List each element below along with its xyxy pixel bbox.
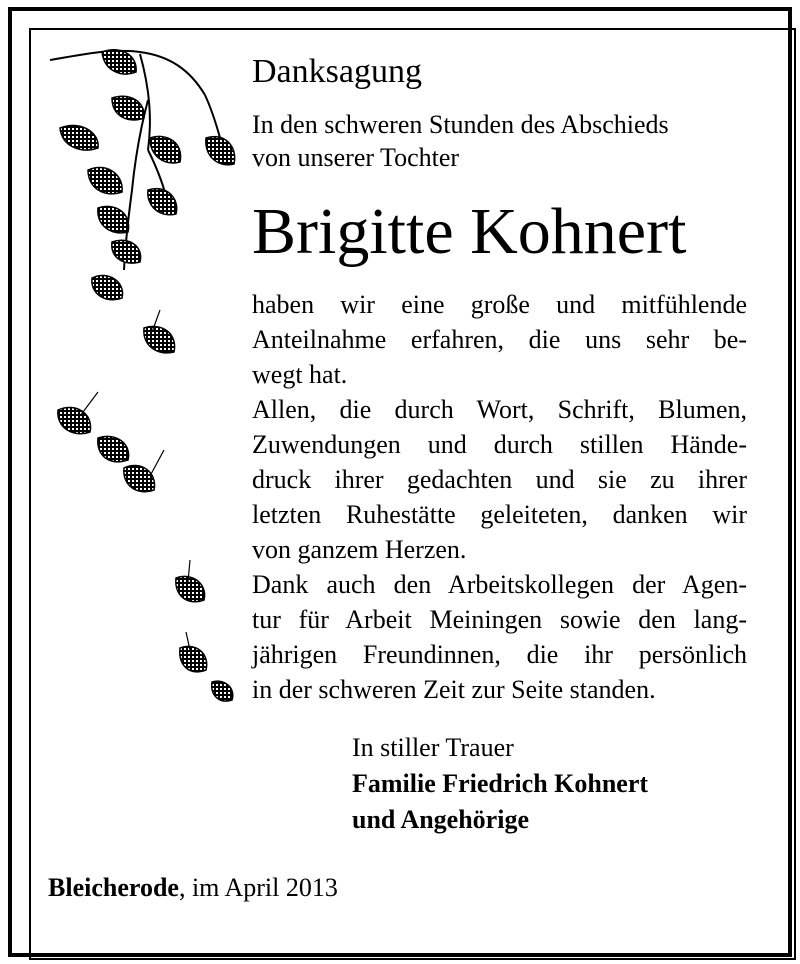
heading-title: Danksagung <box>252 53 422 90</box>
deceased-name: Brigitte Kohnert <box>252 195 687 268</box>
body-line: in der schweren Zeit zur Seite standen. <box>252 675 656 704</box>
signature-line: und Angehörige <box>352 805 529 834</box>
body-text <box>252 287 747 707</box>
body-line: Allen, die durch Wort, Schrift, Blumen, <box>252 395 747 424</box>
intro-line: In den schweren Stunden des Abschieds <box>252 110 669 139</box>
body-line: wegt hat. <box>252 360 348 389</box>
body-line: haben wir eine große und mitfühlende <box>252 290 747 319</box>
body-line: Anteilnahme erfahren, die uns sehr be- <box>252 325 747 354</box>
closing-text: In stiller Trauer <box>352 733 514 762</box>
body-line: letzten Ruhestätte geleiteten, danken wir <box>252 500 747 529</box>
body-line: tur für Arbeit Meiningen sowie den lang- <box>252 605 747 634</box>
body-line: von ganzem Herzen. <box>252 535 467 564</box>
footer-line <box>48 872 338 904</box>
body-line: jährigen Freundinnen, die ihr persönlich <box>252 640 747 669</box>
date-text: , im April 2013 <box>178 873 338 902</box>
signature-line: Familie Friedrich Kohnert <box>352 769 649 798</box>
falling-leaves-icon <box>40 40 250 720</box>
body-line: Dank auch den Arbeitskollegen der Agen- <box>252 570 747 599</box>
intro-text <box>252 108 669 174</box>
place-name: Bleicherode <box>48 873 179 902</box>
body-line: Zuwendungen und durch stillen Hände- <box>252 430 747 459</box>
body-line: druck ihrer gedachten und sie zu ihrer <box>252 465 747 494</box>
signature-block <box>352 730 648 838</box>
intro-line: von unserer Tochter <box>252 143 460 172</box>
